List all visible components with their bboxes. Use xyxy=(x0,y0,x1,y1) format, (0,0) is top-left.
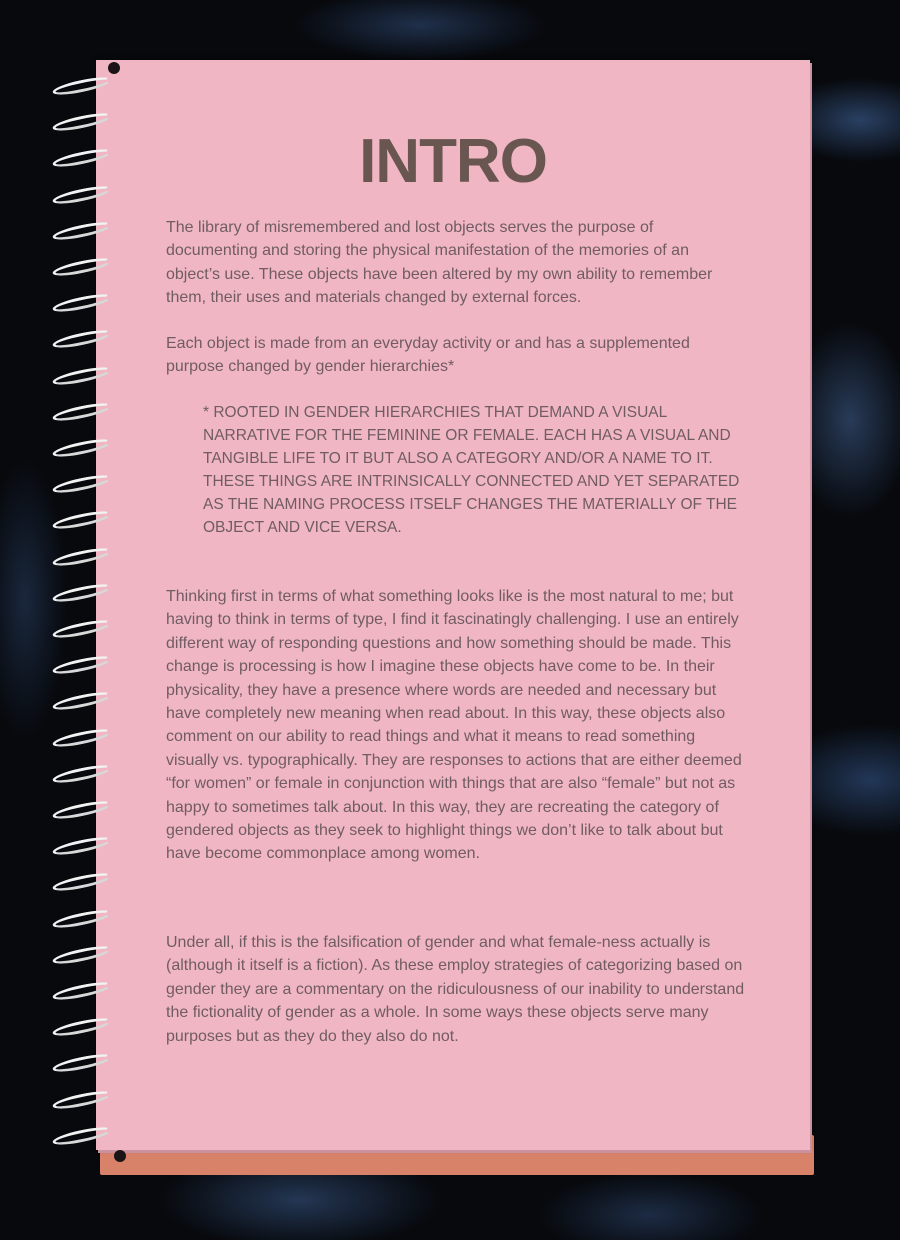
punch-hole xyxy=(108,62,120,74)
footnote-block: * ROOTED IN GENDER HIERARCHIES THAT DEMAND A VISUAL NARRATIVE FOR THE FEMININE OR FEMALE. EACH HAS A VISUAL AND TANGIBLE LIFE TO IT BUT ALSO A CATEGORY AND/OR A NAME TO IT. THESE THINGS ARE INTRINSICALLY CONNECTED AND YET SEPARATED AS THE NAMING PROCESS ITSELF CHANGES THE MATERIALLY OF THE OBJECT AND VICE VERSA. xyxy=(203,404,740,537)
thinking-paragraph: Thinking first in terms of what something looks like is the most natural to me; but having to think in terms of type, I find it fascinatingly challenging. I use an entirely different way of responding questions and how something should be made. This change is processing is how I imagine these objects have come to be. In their physicality, they have a presence where words are needed and necessary but have completely new meaning when read about. In this way, these objects also comment on our ability to read things and what it means to read something visually vs. typographically. They are responses to actions that are either deemed “for women” or female in conjunction with things that are also “female” but not as happy to sometimes talk about. In this way, they are recreating the category of gendered objects as they seek to highlight things we don’t like to talk about but have become commonplace among women. xyxy=(166,588,742,863)
intro-paragraph: The library of misremembered and lost objects serves the purpose of documenting and storing the physical manifestation of the memories of an object’s use. These objects have been altered by my own ability to remember them, their uses and materials changed by external forces. xyxy=(166,219,713,307)
conclusion-paragraph: Under all, if this is the falsification of gender and what female-ness actually is (although it itself is a fiction). As these employ strategies of categorizing based on gender they are a commentary on the ridiculousness of our inability to understand the fictionality of gender as a whole. In some ways these objects serve many purposes but as they do they also do not. xyxy=(166,934,745,1045)
punch-hole xyxy=(114,1150,126,1162)
objects-paragraph: Each object is made from an everyday activity or and has a supplemented purpose changed by gender hierarchies* xyxy=(166,335,690,376)
page-title: INTRO xyxy=(359,127,547,196)
